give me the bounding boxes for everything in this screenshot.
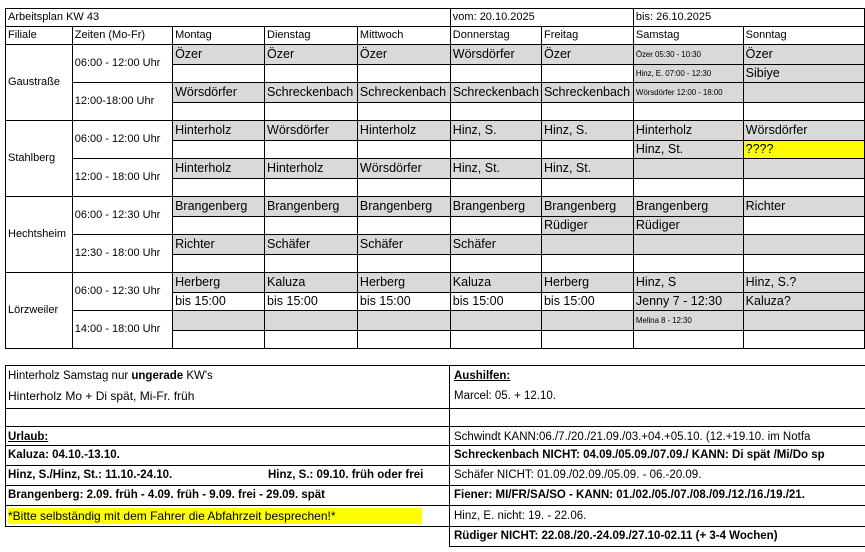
hinterholz-saturday-note: Hinterholz Samstag nur ungerade KW's xyxy=(8,370,213,382)
shift-cell[interactable] xyxy=(541,331,633,349)
shift-cell[interactable]: Brangenberg xyxy=(450,197,541,217)
shift-cell[interactable]: Brangenberg xyxy=(541,197,633,217)
shift-cell[interactable]: Hinz, S xyxy=(633,273,743,293)
shift-cell[interactable]: Kaluza xyxy=(450,273,541,293)
shift-cell[interactable] xyxy=(173,141,265,159)
shift-cell[interactable] xyxy=(357,331,450,349)
shift-cell[interactable]: Schreckenbach xyxy=(357,83,450,103)
shift-cell[interactable] xyxy=(265,141,358,159)
shift-cell[interactable] xyxy=(265,65,358,83)
shift-cell[interactable] xyxy=(743,235,864,255)
shift-cell[interactable] xyxy=(743,331,864,349)
shift-cell[interactable]: Brangenberg xyxy=(265,197,358,217)
shift-cell[interactable] xyxy=(450,255,541,273)
schedule-row xyxy=(6,159,865,179)
shift-cell[interactable] xyxy=(265,217,358,235)
aushilfen-title: Aushilfen: xyxy=(454,370,511,382)
shift-cell[interactable]: Brangenberg xyxy=(357,197,450,217)
shift-cell[interactable]: bis 15:00 xyxy=(450,293,541,311)
column-header-row xyxy=(6,27,865,45)
title-row xyxy=(6,9,865,27)
shift-cell[interactable] xyxy=(633,235,743,255)
shift-cell[interactable] xyxy=(173,255,265,273)
shift-cell[interactable]: Özer xyxy=(173,45,265,65)
shift-cell[interactable]: Hinterholz xyxy=(173,159,265,179)
schaefer-note: Schäfer NICHT: 01.09./02.09./05.09. - 06.-20.09. xyxy=(454,469,702,481)
shift-cell[interactable]: Özer xyxy=(357,45,450,65)
shift-cell[interactable] xyxy=(743,159,864,179)
column-header: Dienstag xyxy=(265,27,358,45)
shift-cell[interactable] xyxy=(633,255,743,273)
shift-cell[interactable]: Richter xyxy=(743,197,864,217)
branch-name: Lörzweiler xyxy=(6,273,73,349)
shift-cell[interactable]: Hinterholz xyxy=(357,121,450,141)
shift-cell[interactable] xyxy=(357,65,450,83)
schedule-row xyxy=(6,197,865,217)
shift-cell[interactable] xyxy=(633,159,743,179)
shift-cell[interactable]: Wörsdörfer xyxy=(265,121,358,141)
shift-cell[interactable]: Hinterholz xyxy=(173,121,265,141)
shift-cell[interactable]: Kaluza xyxy=(265,273,358,293)
shift-cell[interactable] xyxy=(743,103,864,121)
shift-cell[interactable] xyxy=(450,141,541,159)
shift-cell[interactable]: Hinz, St. xyxy=(633,141,743,159)
shift-cell[interactable] xyxy=(173,65,265,83)
shift-cell[interactable]: Jenny 7 - 12:30 xyxy=(633,293,743,311)
shift-time: 06:00 - 12:00 Uhr xyxy=(72,121,172,159)
shift-time: 12:00 - 18:00 Uhr xyxy=(72,159,172,197)
schedule-row xyxy=(6,311,865,331)
shift-cell[interactable] xyxy=(357,103,450,121)
urlaub-hinz-s: Hinz, S.: 09.10. früh oder frei xyxy=(268,469,424,481)
shift-cell[interactable]: Özer xyxy=(541,45,633,65)
shift-cell[interactable]: Herberg xyxy=(357,273,450,293)
schwindt-note: Schwindt KANN:06./7./20./21.09./03.+04.+05.10. (12.+19.10. im Notfa xyxy=(454,431,811,443)
schedule-row xyxy=(6,273,865,293)
shift-cell[interactable]: Hinz, S. xyxy=(541,121,633,141)
branch-name: Hechtsheim xyxy=(6,197,73,273)
fiener-note: Fiener: MI/FR/SA/SO - KANN: 01./02./05./07./08./09./12./16./19./21. xyxy=(454,489,805,501)
shift-cell[interactable] xyxy=(541,311,633,331)
shift-cell[interactable] xyxy=(173,331,265,349)
shift-cell[interactable] xyxy=(173,103,265,121)
shift-cell[interactable]: Özer xyxy=(265,45,358,65)
shift-time: 06:00 - 12:30 Uhr xyxy=(72,273,172,311)
shift-cell[interactable]: Wörsdörfer xyxy=(743,121,864,141)
shift-cell[interactable] xyxy=(173,311,265,331)
shift-cell[interactable] xyxy=(265,179,358,197)
hinz-e-note: Hinz, E. nicht: 19. - 22.06. xyxy=(454,510,587,522)
shift-cell[interactable] xyxy=(265,103,358,121)
shift-cell[interactable] xyxy=(357,255,450,273)
shift-cell[interactable] xyxy=(357,141,450,159)
shift-cell[interactable] xyxy=(357,217,450,235)
hinterholz-weekday-note: Hinterholz Mo + Di spät, Mi-Fr. früh xyxy=(8,389,195,403)
schedule-table xyxy=(5,8,865,349)
shift-time: 14:00 - 18:00 Uhr xyxy=(72,311,172,349)
shift-cell[interactable]: Herberg xyxy=(541,273,633,293)
urlaub-hinz: Hinz, S./Hinz, St.: 11.10.-24.10. xyxy=(8,469,173,481)
shift-cell[interactable]: Sibiye xyxy=(743,65,864,83)
plan-title: Arbeitsplan KW 43 xyxy=(6,9,451,27)
shift-cell[interactable]: Richter xyxy=(173,235,265,255)
shift-cell[interactable] xyxy=(633,331,743,349)
shift-cell[interactable] xyxy=(633,179,743,197)
shift-cell[interactable]: bis 15:00 xyxy=(357,293,450,311)
to-date: bis: 26.10.2025 xyxy=(633,9,864,27)
shift-time: 06:00 - 12:30 Uhr xyxy=(72,197,172,235)
shift-cell[interactable]: Wörsdörfer xyxy=(450,45,541,65)
column-header: Zeiten (Mo-Fr) xyxy=(72,27,172,45)
shift-cell[interactable]: Rüdiger xyxy=(633,217,743,235)
shift-cell[interactable]: bis 15:00 xyxy=(173,293,265,311)
shift-cell[interactable] xyxy=(743,255,864,273)
shift-cell[interactable]: Wörsdörfer 12:00 - 18:00 xyxy=(633,83,743,103)
schedule-row xyxy=(6,121,865,141)
branch-name: Stahlberg xyxy=(6,121,73,197)
urlaub-brangenberg: Brangenberg: 2.09. früh - 4.09. früh - 9.09. frei - 29.09. spät xyxy=(8,489,325,501)
ruediger-note: Rüdiger NICHT: 22.08./20.-24.09./27.10-02.11 (+ 3-4 Wochen) xyxy=(454,530,778,542)
shift-cell[interactable] xyxy=(357,179,450,197)
shift-cell[interactable]: bis 15:00 xyxy=(541,293,633,311)
shift-cell[interactable] xyxy=(265,255,358,273)
shift-cell[interactable]: Wörsdörfer xyxy=(173,83,265,103)
shift-cell[interactable] xyxy=(743,179,864,197)
shift-cell[interactable]: Özer xyxy=(743,45,864,65)
shift-cell[interactable] xyxy=(541,65,633,83)
shift-cell[interactable] xyxy=(541,103,633,121)
shift-time: 12:00-18:00 Uhr xyxy=(72,83,172,121)
shift-cell[interactable]: Hinz, S.? xyxy=(743,273,864,293)
shift-cell[interactable]: Melina 8 - 12:30 xyxy=(633,311,743,331)
column-header: Samstag xyxy=(633,27,743,45)
shift-cell[interactable] xyxy=(450,217,541,235)
shift-cell[interactable] xyxy=(541,141,633,159)
urlaub-kaluza: Kaluza: 04.10.-13.10. xyxy=(8,449,120,461)
column-header: Mittwoch xyxy=(357,27,450,45)
shift-cell[interactable]: Brangenberg xyxy=(173,197,265,217)
shift-cell[interactable] xyxy=(743,311,864,331)
column-header: Sonntag xyxy=(743,27,864,45)
shift-cell[interactable]: Schreckenbach xyxy=(450,83,541,103)
column-header: Freitag xyxy=(541,27,633,45)
shift-cell[interactable]: Schäfer xyxy=(357,235,450,255)
column-header: Donnerstag xyxy=(450,27,541,45)
shift-cell[interactable] xyxy=(541,255,633,273)
shift-cell[interactable]: Hinterholz xyxy=(265,159,358,179)
shift-cell[interactable]: Hinz, S. xyxy=(450,121,541,141)
schreckenbach-note: Schreckenbach NICHT: 04.09./05.09./07.09./ KANN: Di spät /Mi/Do sp xyxy=(454,449,825,461)
schedule-row xyxy=(6,235,865,255)
shift-cell[interactable] xyxy=(541,179,633,197)
shift-cell[interactable] xyxy=(450,65,541,83)
shift-time: 12:30 - 18:00 Uhr xyxy=(72,235,172,273)
shift-cell[interactable]: Schreckenbach xyxy=(541,83,633,103)
shift-cell[interactable] xyxy=(450,311,541,331)
shift-cell[interactable] xyxy=(265,331,358,349)
schedule-row xyxy=(6,45,865,65)
shift-cell[interactable]: Herberg xyxy=(173,273,265,293)
shift-cell[interactable] xyxy=(450,331,541,349)
marcel-note: Marcel: 05. + 12.10. xyxy=(454,390,556,402)
column-header: Filiale xyxy=(6,27,73,45)
shift-cell[interactable] xyxy=(743,217,864,235)
column-header: Montag xyxy=(173,27,265,45)
from-date: vom: 20.10.2025 xyxy=(450,9,633,27)
shift-cell[interactable] xyxy=(265,311,358,331)
shift-cell[interactable]: Özer 05:30 - 10:30 xyxy=(633,45,743,65)
shift-cell[interactable] xyxy=(743,83,864,103)
branch-name: Gaustraße xyxy=(6,45,73,121)
shift-cell[interactable] xyxy=(450,103,541,121)
shift-cell[interactable] xyxy=(541,235,633,255)
shift-cell[interactable]: Schreckenbach xyxy=(265,83,358,103)
shift-cell[interactable]: Schäfer xyxy=(450,235,541,255)
shift-cell[interactable]: Brangenberg xyxy=(633,197,743,217)
notes-area xyxy=(5,366,865,552)
shift-cell[interactable] xyxy=(357,311,450,331)
shift-cell[interactable]: ???? xyxy=(743,141,864,159)
shift-cell[interactable]: bis 15:00 xyxy=(265,293,358,311)
shift-cell[interactable]: Wörsdörfer xyxy=(357,159,450,179)
shift-time: 06:00 - 12:00 Uhr xyxy=(72,45,172,83)
shift-cell[interactable]: Hinz, St. xyxy=(541,159,633,179)
urlaub-title: Urlaub: xyxy=(8,431,49,443)
shift-cell[interactable]: Hinz, E. 07:00 - 12:30 xyxy=(633,65,743,83)
shift-cell[interactable]: Hinterholz xyxy=(633,121,743,141)
shift-cell[interactable]: Rüdiger xyxy=(541,217,633,235)
shift-cell[interactable]: Schäfer xyxy=(265,235,358,255)
shift-cell[interactable]: Hinz, St. xyxy=(450,159,541,179)
shift-cell[interactable] xyxy=(173,179,265,197)
shift-cell[interactable] xyxy=(450,179,541,197)
shift-cell[interactable] xyxy=(633,103,743,121)
schedule-row xyxy=(6,83,865,103)
fahrer-hint: *Bitte selbständig mit dem Fahrer die Abfahrzeit besprechen!* xyxy=(8,508,422,524)
shift-cell[interactable] xyxy=(173,217,265,235)
shift-cell[interactable]: Kaluza? xyxy=(743,293,864,311)
